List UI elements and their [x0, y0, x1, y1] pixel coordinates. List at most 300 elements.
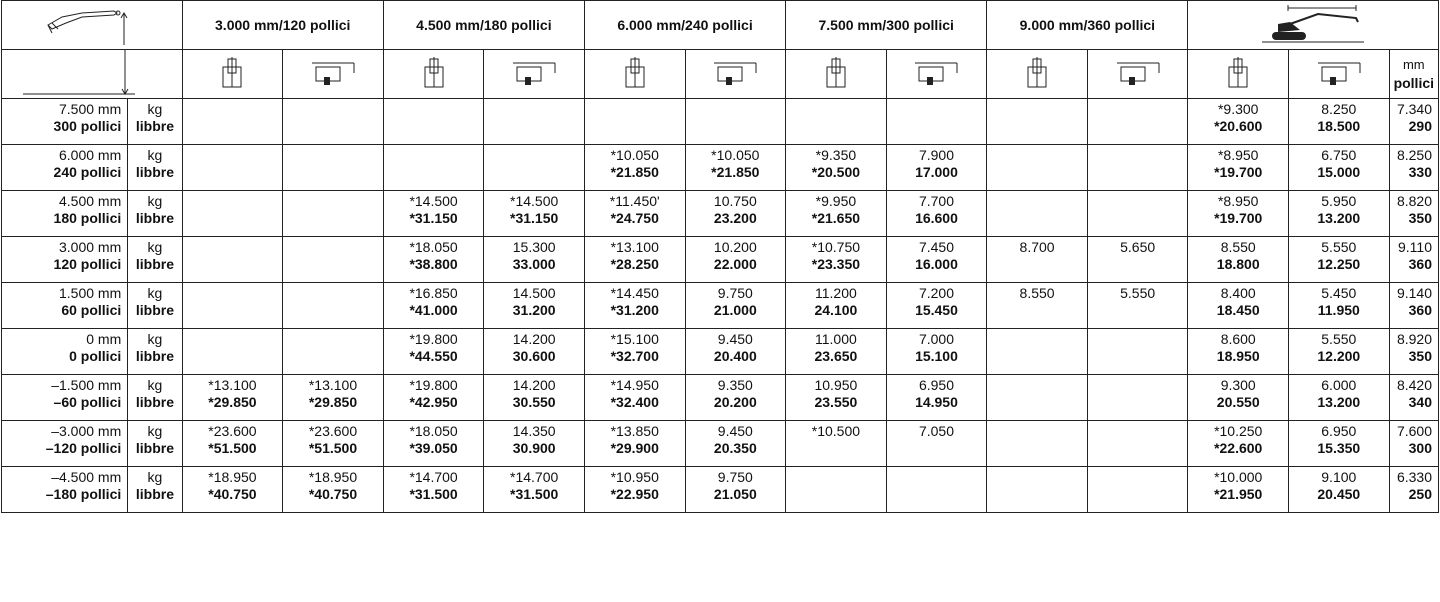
value-kg: *8.950: [1217, 147, 1259, 163]
value-kg: 9.750: [717, 285, 753, 301]
value-kg: *23.600: [308, 423, 358, 439]
table-cell: [1087, 191, 1188, 237]
table-cell: [484, 421, 585, 467]
table-cell: [1188, 375, 1289, 421]
value-lb: *24.750: [610, 210, 659, 226]
value-lb: *22.950: [610, 486, 659, 502]
unit-lb: libbre: [135, 164, 174, 180]
unit-lb: libbre: [135, 118, 174, 134]
value-kg: 7.340: [1396, 101, 1432, 117]
value-lb: 15.100: [915, 348, 958, 364]
value-kg: *8.950: [1217, 193, 1259, 209]
value-lb: *31.200: [610, 302, 659, 318]
table-cell: [786, 329, 887, 375]
height-in: –120 pollici: [45, 440, 122, 456]
height-mm: 3.000 mm: [59, 239, 122, 255]
table-cell: [1389, 191, 1438, 237]
value-kg: *10.500: [811, 423, 861, 439]
units-mm: mm: [1402, 56, 1425, 72]
row-unit-label: [128, 283, 182, 329]
value-lb: *44.550: [409, 348, 458, 364]
row-unit-label: [128, 237, 182, 283]
value-lb: *21.650: [811, 210, 861, 226]
row-height-label: [2, 237, 128, 283]
value-lb: *19.700: [1214, 164, 1263, 180]
value-kg: *10.050: [610, 147, 659, 163]
value-kg: 8.550: [1220, 239, 1256, 255]
height-in: –60 pollici: [53, 394, 122, 410]
value-lb: *20.500: [811, 164, 861, 180]
table-cell: [1188, 329, 1289, 375]
value-lb: 350: [1408, 348, 1432, 364]
table-cell: [484, 467, 585, 513]
value-lb: 20.550: [1216, 394, 1260, 410]
value-lb: 18.500: [1317, 118, 1361, 134]
value-lb: 23.200: [713, 210, 757, 226]
value-kg: 6.330: [1396, 469, 1432, 485]
side-icon: [283, 50, 384, 99]
table-cell: [1389, 329, 1438, 375]
value-kg: 7.450: [918, 239, 954, 255]
row-unit-label: [128, 329, 182, 375]
value-lb: 330: [1408, 164, 1432, 180]
value-kg: *11.450': [609, 193, 660, 209]
table-cell: [987, 145, 1088, 191]
value-lb: *51.500: [208, 440, 257, 456]
value-kg: *14.450: [610, 285, 659, 301]
unit-kg: kg: [147, 193, 163, 209]
value-lb: *38.800: [409, 256, 458, 272]
table-cell: [584, 283, 685, 329]
side-icon: [886, 50, 987, 99]
table-cell: [383, 191, 484, 237]
value-kg: 9.350: [717, 377, 753, 393]
value-kg: 5.550: [1321, 331, 1357, 347]
table-cell: [383, 375, 484, 421]
table-cell: [886, 329, 987, 375]
table-cell: [1087, 145, 1188, 191]
table-cell: [182, 99, 283, 145]
side-icon: [685, 50, 786, 99]
height-mm: –4.500 mm: [51, 469, 122, 485]
value-lb: 350: [1408, 210, 1432, 226]
value-kg: 8.250: [1396, 147, 1432, 163]
value-lb: 12.250: [1317, 256, 1361, 272]
table-cell: [987, 237, 1088, 283]
value-kg: 7.600: [1396, 423, 1432, 439]
height-mm: 7.500 mm: [59, 101, 122, 117]
value-lb: 23.650: [814, 348, 858, 364]
excavator-icon: [1258, 4, 1368, 46]
value-kg: *9.350: [815, 147, 857, 163]
table-cell: [786, 145, 887, 191]
table-cell: [1289, 145, 1390, 191]
unit-kg: kg: [147, 239, 163, 255]
table-cell: [283, 237, 384, 283]
table-cell: [584, 237, 685, 283]
value-lb: 18.950: [1216, 348, 1260, 364]
table-cell: [484, 375, 585, 421]
value-lb: 20.350: [713, 440, 757, 456]
row-height-label: [2, 329, 128, 375]
table-cell: [987, 99, 1088, 145]
value-lb: 22.000: [713, 256, 757, 272]
table-cell: [786, 191, 887, 237]
value-kg: 14.200: [512, 331, 556, 347]
row-height-label: [2, 421, 128, 467]
value-kg: 9.100: [1321, 469, 1357, 485]
value-lb: 14.950: [915, 394, 958, 410]
table-cell: [283, 421, 384, 467]
table-cell: [1188, 421, 1289, 467]
table-cell: [1289, 421, 1390, 467]
value-kg: 15.300: [512, 239, 556, 255]
value-kg: 6.950: [1321, 423, 1357, 439]
value-lb: 24.100: [814, 302, 858, 318]
value-kg: 7.200: [918, 285, 954, 301]
value-lb: *31.150: [510, 210, 559, 226]
value-lb: 30.600: [512, 348, 556, 364]
table-cell: [987, 283, 1088, 329]
table-cell: [1289, 329, 1390, 375]
height-in: 240 pollici: [53, 164, 122, 180]
row-height-label: [2, 283, 128, 329]
table-cell: [182, 145, 283, 191]
front-icon: [383, 50, 484, 99]
table-cell: [484, 237, 585, 283]
table-cell: [383, 237, 484, 283]
value-kg: 8.400: [1220, 285, 1256, 301]
table-cell: [383, 283, 484, 329]
value-kg: 5.950: [1321, 193, 1357, 209]
value-kg: 9.450: [717, 423, 753, 439]
table-cell: [1188, 237, 1289, 283]
excavator-diagram: [1188, 1, 1439, 50]
value-kg: *10.750: [811, 239, 861, 255]
table-cell: [987, 329, 1088, 375]
table-cell: [786, 467, 887, 513]
value-kg: *13.850: [610, 423, 659, 439]
table-cell: [786, 375, 887, 421]
height-mm: –1.500 mm: [51, 377, 122, 393]
value-kg: 8.600: [1220, 331, 1256, 347]
value-kg: 8.920: [1396, 331, 1432, 347]
value-lb: *21.850: [610, 164, 659, 180]
row-height-label: [2, 375, 128, 421]
value-kg: *9.950: [815, 193, 857, 209]
table-cell: [1289, 99, 1390, 145]
front-icon: [584, 50, 685, 99]
table-cell: [383, 421, 484, 467]
value-kg: *15.100: [610, 331, 659, 347]
value-kg: 8.550: [1019, 285, 1055, 301]
row-height-label: [2, 145, 128, 191]
value-kg: *16.850: [409, 285, 458, 301]
value-lb: 17.000: [915, 164, 958, 180]
table-cell: [584, 99, 685, 145]
table-cell: [584, 191, 685, 237]
value-kg: 8.420: [1396, 377, 1432, 393]
value-kg: *10.000: [1214, 469, 1263, 485]
unit-lb: libbre: [135, 210, 174, 226]
table-cell: [786, 283, 887, 329]
value-lb: *23.350: [811, 256, 861, 272]
table-cell: [1389, 99, 1438, 145]
table-cell: [786, 421, 887, 467]
value-kg: *23.600: [208, 423, 257, 439]
value-lb: 15.350: [1317, 440, 1361, 456]
row-unit-label: [128, 375, 182, 421]
table-row: [2, 283, 1439, 329]
table-cell: [383, 467, 484, 513]
height-axis-diagram: [2, 50, 183, 99]
col-header-1: 4.500 mm/180 pollici: [383, 1, 584, 50]
height-baseline-icon: [7, 50, 177, 98]
table-cell: [584, 467, 685, 513]
row-unit-label: [128, 467, 182, 513]
value-kg: 8.700: [1019, 239, 1055, 255]
value-kg: *10.050: [711, 147, 760, 163]
table-cell: [584, 375, 685, 421]
value-lb: 15.000: [1317, 164, 1361, 180]
table-cell: [685, 329, 786, 375]
value-lb: *32.700: [610, 348, 659, 364]
height-mm: 1.500 mm: [59, 285, 122, 301]
value-lb: *29.900: [610, 440, 659, 456]
table-cell: [987, 191, 1088, 237]
unit-kg: kg: [147, 423, 163, 439]
table-cell: [1087, 99, 1188, 145]
table-row: [2, 329, 1439, 375]
table-row: [2, 421, 1439, 467]
value-kg: 6.950: [918, 377, 954, 393]
value-lb: 21.050: [713, 486, 757, 502]
table-cell: [1289, 467, 1390, 513]
table-cell: [584, 329, 685, 375]
value-kg: 5.450: [1321, 285, 1357, 301]
table-cell: [886, 467, 987, 513]
value-lb: *28.250: [610, 256, 659, 272]
table-row: [2, 145, 1439, 191]
value-kg: 7.900: [918, 147, 954, 163]
height-in: 180 pollici: [53, 210, 122, 226]
value-kg: 9.750: [717, 469, 753, 485]
table-cell: [182, 329, 283, 375]
table-cell: [283, 191, 384, 237]
row-unit-label: [128, 99, 182, 145]
table-cell: [584, 145, 685, 191]
value-kg: 14.200: [512, 377, 556, 393]
table-cell: [1289, 375, 1390, 421]
table-cell: [383, 99, 484, 145]
value-kg: *10.950: [610, 469, 659, 485]
value-lb: 20.400: [713, 348, 757, 364]
value-kg: *19.800: [409, 377, 458, 393]
value-kg: *18.950: [308, 469, 358, 485]
value-kg: 11.200: [815, 285, 857, 301]
value-lb: *29.850: [308, 394, 358, 410]
value-kg: *14.500: [409, 193, 458, 209]
table-cell: [886, 145, 987, 191]
value-lb: 30.550: [512, 394, 556, 410]
value-lb: *40.750: [208, 486, 257, 502]
value-kg: 7.000: [918, 331, 954, 347]
row-unit-label: [128, 421, 182, 467]
unit-kg: kg: [147, 331, 163, 347]
table-row: [2, 191, 1439, 237]
value-lb: 18.800: [1216, 256, 1260, 272]
value-lb: 11.950: [1317, 302, 1360, 318]
table-cell: [1389, 237, 1438, 283]
table-cell: [1188, 99, 1289, 145]
value-kg: 11.000: [815, 331, 857, 347]
value-lb: *19.700: [1214, 210, 1263, 226]
front-icon: [182, 50, 283, 99]
value-kg: *14.500: [510, 193, 559, 209]
value-kg: 6.750: [1321, 147, 1357, 163]
value-lb: *39.050: [409, 440, 458, 456]
table-cell: [886, 421, 987, 467]
units-header: [1389, 50, 1438, 99]
table-cell: [786, 237, 887, 283]
table-cell: [1188, 467, 1289, 513]
height-mm: –3.000 mm: [51, 423, 122, 439]
unit-kg: kg: [147, 147, 163, 163]
table-cell: [283, 329, 384, 375]
value-lb: 15.450: [915, 302, 958, 318]
table-cell: [283, 375, 384, 421]
table-cell: [1289, 237, 1390, 283]
unit-lb: libbre: [135, 302, 174, 318]
unit-kg: kg: [147, 469, 163, 485]
table-cell: [1389, 283, 1438, 329]
value-lb: 340: [1408, 394, 1432, 410]
value-lb: *31.150: [409, 210, 458, 226]
unit-kg: kg: [147, 377, 163, 393]
table-cell: [886, 237, 987, 283]
col-header-4: 9.000 mm/360 pollici: [987, 1, 1188, 50]
table-cell: [987, 375, 1088, 421]
value-lb: *22.600: [1214, 440, 1263, 456]
value-lb: *20.600: [1214, 118, 1263, 134]
table-cell: [886, 191, 987, 237]
table-cell: [685, 191, 786, 237]
value-lb: 12.200: [1317, 348, 1361, 364]
value-lb: *29.850: [208, 394, 257, 410]
table-cell: [685, 283, 786, 329]
value-lb: 31.200: [512, 302, 556, 318]
table-cell: [182, 467, 283, 513]
table-cell: [283, 145, 384, 191]
table-cell: [886, 283, 987, 329]
value-kg: 7.700: [918, 193, 954, 209]
table-cell: [685, 237, 786, 283]
front-icon: [1188, 50, 1289, 99]
table-cell: [584, 421, 685, 467]
value-kg: 10.950: [814, 377, 858, 393]
value-lb: *31.500: [510, 486, 559, 502]
arm-icon: [42, 5, 142, 45]
table-cell: [484, 145, 585, 191]
row-height-label: [2, 467, 128, 513]
value-kg: *18.950: [208, 469, 257, 485]
table-cell: [1087, 329, 1188, 375]
value-lb: 33.000: [512, 256, 556, 272]
value-lb: *40.750: [308, 486, 358, 502]
front-icon: [786, 50, 887, 99]
height-mm: 4.500 mm: [59, 193, 122, 209]
table-cell: [1188, 283, 1289, 329]
table-cell: [1087, 237, 1188, 283]
value-lb: 300: [1408, 440, 1432, 456]
value-lb: 20.450: [1317, 486, 1361, 502]
table-cell: [484, 99, 585, 145]
value-kg: *14.700: [409, 469, 458, 485]
table-cell: [484, 329, 585, 375]
table-cell: [685, 99, 786, 145]
table-cell: [685, 467, 786, 513]
table-cell: [1289, 191, 1390, 237]
value-kg: *13.100: [208, 377, 257, 393]
table-cell: [685, 375, 786, 421]
unit-kg: kg: [147, 285, 163, 301]
table-cell: [1087, 421, 1188, 467]
value-lb: *32.400: [610, 394, 659, 410]
table-cell: [1087, 375, 1188, 421]
unit-lb: libbre: [135, 348, 174, 364]
table-cell: [383, 145, 484, 191]
value-kg: 9.110: [1398, 239, 1432, 255]
value-kg: 9.450: [717, 331, 753, 347]
value-kg: *18.050: [409, 239, 458, 255]
row-height-label: [2, 99, 128, 145]
value-kg: *9.300: [1217, 101, 1259, 117]
value-lb: 290: [1408, 118, 1432, 134]
table-cell: [1188, 145, 1289, 191]
table-cell: [283, 467, 384, 513]
value-kg: 14.350: [512, 423, 556, 439]
value-lb: 13.200: [1317, 210, 1361, 226]
height-in: 120 pollici: [53, 256, 122, 272]
table-row: [2, 99, 1439, 145]
value-kg: 9.300: [1220, 377, 1256, 393]
col-header-3: 7.500 mm/300 pollici: [786, 1, 987, 50]
table-cell: [685, 145, 786, 191]
value-lb: 360: [1408, 256, 1432, 272]
table-cell: [685, 421, 786, 467]
height-in: 0 pollici: [69, 348, 122, 364]
value-lb: 30.900: [512, 440, 556, 456]
value-kg: 6.000: [1321, 377, 1357, 393]
value-kg: *13.100: [308, 377, 358, 393]
table-cell: [886, 99, 987, 145]
value-kg: *14.950: [610, 377, 659, 393]
value-lb: *41.000: [409, 302, 458, 318]
value-kg: 5.550: [1321, 239, 1357, 255]
value-kg: *10.250: [1214, 423, 1263, 439]
lift-capacity-table: [1, 0, 1439, 513]
value-lb: *51.500: [308, 440, 358, 456]
side-icon: [1087, 50, 1188, 99]
value-lb: 21.000: [713, 302, 757, 318]
value-kg: 10.750: [713, 193, 757, 209]
value-lb: 23.550: [814, 394, 858, 410]
table-row: [2, 375, 1439, 421]
height-in: 300 pollici: [53, 118, 122, 134]
table-cell: [1389, 145, 1438, 191]
side-icon: [1289, 50, 1390, 99]
row-unit-label: [128, 145, 182, 191]
